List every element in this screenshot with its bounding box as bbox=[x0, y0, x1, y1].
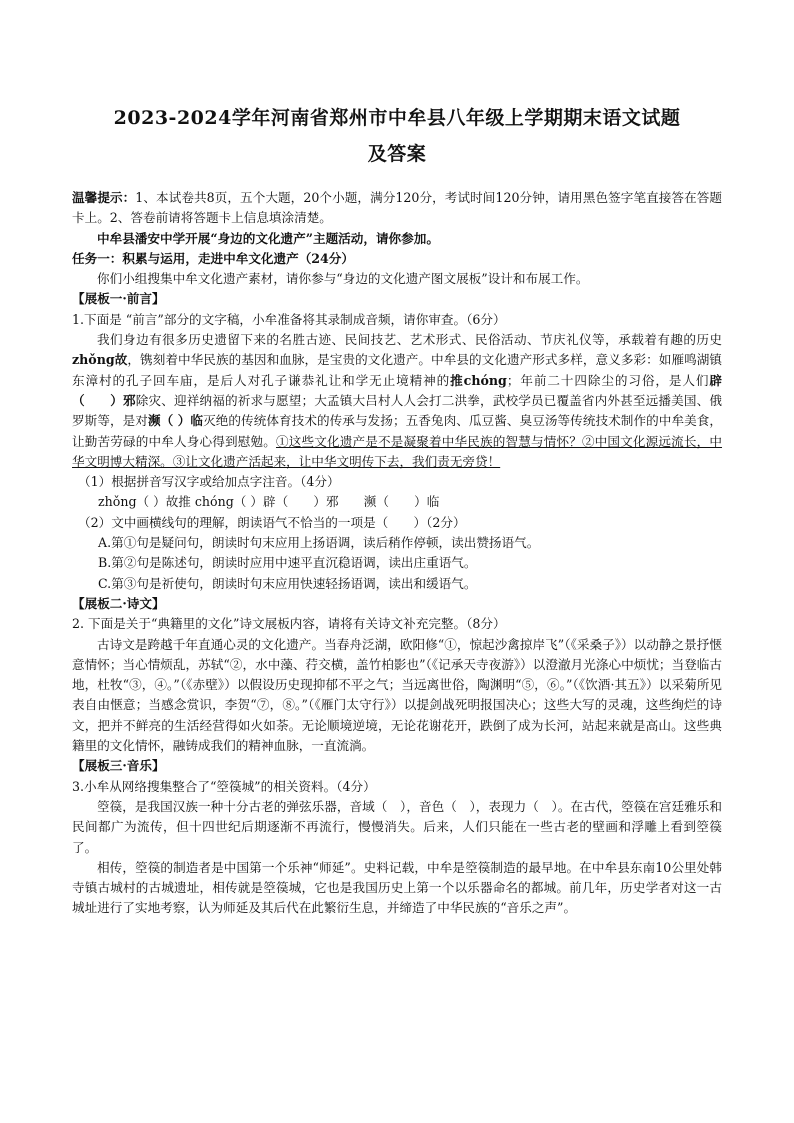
board3-heading: 【展板三·音乐】 bbox=[72, 758, 165, 774]
notice bbox=[72, 188, 722, 229]
board2-heading: 【展板二·诗文】 bbox=[72, 595, 165, 611]
q1-option-b: B.第②句是陈述句，朗读时应用中速平直沉稳语调，读出庄重语气。 bbox=[98, 555, 477, 571]
q1-text-c: ，镌刻着中华民族的基因和血脉，是宝贵的文化遗产。中牟县的文化遗产形式多样，意义多彩：如雁鸣湖镇东漳村的孔子回车庙，是后人对孔子谦恭礼让和学无止境精神的 bbox=[72, 352, 723, 388]
q1-text-h: 除灾、迎祥纳福的祈求与愿望；大孟镇大吕村人人会打二洪拳，武校学员已覆盖省内外甚至远播美国、俄罗斯等，是对 bbox=[72, 392, 723, 429]
q3-stem: 3.小牟从网络搜集整合了“箜篌城”的相关资料。（4分） bbox=[72, 778, 376, 794]
title-line-1: 2023-2024学年河南省郑州市中牟县八年级上学期期末语文试题 bbox=[113, 107, 681, 129]
q1-text-d: 推 bbox=[450, 372, 464, 388]
q1-passage bbox=[72, 330, 722, 472]
title-line-2: 及答案 bbox=[367, 143, 427, 165]
q1-text-g: 邪 bbox=[123, 392, 136, 408]
q1-sub1: （1）根据拼音写汉字或给加点字注音。（4分） bbox=[78, 474, 340, 490]
q2-stem: 2. 下面是关于“典籍里的文化”诗文展板内容，请将有关诗文补充完整。（8分） bbox=[72, 616, 506, 632]
q1-option-c: C.第③句是祈使句，朗读时句末应用快速轻扬语调，读出和缓语气。 bbox=[98, 575, 477, 591]
q1-text-a: 我们身边有很多历史遗留下来的名胜古迹、民间技艺、艺术形式、民俗活动、节庆礼仪等，承载着有趣的历史 bbox=[97, 332, 722, 348]
intro: 中牟县潘安中学开展“身边的文化遗产”主题活动，请你参加。 bbox=[97, 230, 439, 246]
q1-text-b: 故 bbox=[114, 352, 128, 368]
q1-underlined-sentences: ①这些文化遗产是不是凝聚着中华民族的智慧与情怀？②中国文化源远流长，中华文明博大精深。③让文化遗产活起来，让中华文明传下去，我们责无旁贷！ bbox=[72, 433, 723, 469]
q1-sub1-items: zhǒng（ ）故推 chóng（ ）辟（ ）邪 濒（ ）临 bbox=[98, 494, 440, 510]
exam-page bbox=[72, 100, 722, 919]
notice-label: 温馨提示： bbox=[72, 190, 136, 205]
board1-heading: 【展板一·前言】 bbox=[72, 291, 165, 307]
q1-stem: 1.下面是 “前言”部分的文字稿，小牟准备将其录制成音频，请你审查。（6分） bbox=[72, 311, 506, 327]
notice-text: 1、本试卷共8页，五个大题，20个小题，满分120分，考试时间120分钟，请用黑色签字笔直接答在答题卡上。2、答卷前请将答题卡上信息填涂清楚。 bbox=[72, 190, 722, 226]
task1-desc: 你们小组搜集中牟文化遗产素材，请你参与“身边的文化遗产图文展板”设计和布展工作。 bbox=[97, 271, 589, 287]
q3-passage-2: 相传，箜篌的制造者是中国第一个乐神“师延”。史料记载，中牟是箜篌制造的最早地。在中牟县东南10公里处韩寺镇古城村的古城遗址，相传就是箜篌城，它也是我国历史上第一个以乐器命名的都城。前几年，历史学者对这一古城址进行了实地考察，认为师延及其后代在此繁衍生息，并缔造了中华民族的“音乐之声”。 bbox=[72, 859, 722, 916]
q1-text-j: 灭绝的传统体育技术的传承与发扬；五香兔肉、瓜豆酱、臭豆汤等传统技术制作的中牟美食，让勤苦劳碌的中牟人身心得到慰勉。 bbox=[72, 413, 723, 449]
q1-pinyin-1: zhǒng bbox=[72, 352, 115, 368]
q1-pinyin-2: chóng bbox=[463, 372, 507, 388]
q1-option-a: A.第①句是疑问句，朗读时句末应用上扬语调，读后稍作停顿，读出赞扬语气。 bbox=[98, 535, 540, 551]
task1-heading: 任务一：积累与运用，走进中牟文化遗产（24分） bbox=[72, 250, 354, 266]
q1-text-e: ；年前二十四除尘的习俗，是人们 bbox=[506, 372, 710, 388]
q1-sub2: （2）文中画横线句的理解，朗读语气不恰当的一项是（ ）（2分） bbox=[78, 514, 466, 530]
q2-passage: 古诗文是跨越千年直通心灵的文化遗产。当春舟泛湖，欧阳修“①，惊起沙禽掠岸飞”（《采桑子》）以动静之景抒惬意情怀；当心情烦乱，苏轼“②，水中藻、荇交横，盖竹柏影也”（《记承天寺夜游》）以澄澈月光涤心中烦忧；当登临古地，杜牧“③，④。”（《赤壁》）以假设历史现抑郁不平之气；当远离世俗，陶渊明“⑤，⑥。”（《饮酒·其五》）以采菊所见表自由惬意；当感念赏识，李贺“⑦，⑧。”（《雁门太守行》）以提剑战死明报国决心；这些大写的灵魂，这些绚烂的诗文，把并不鲜亮的生活经营得如火如荼。无论顺境逆境，无论花谢花开，跌倒了成为长河，站起来就是高山。这些典籍里的文化情怀，融铸成我们的精神血脉，一直流淌。 bbox=[72, 636, 722, 754]
q1-text-i: 濒（ ）临 bbox=[147, 413, 204, 429]
q1-text-f: 辟（ ） bbox=[72, 372, 723, 408]
q3-passage-1: 箜篌，是我国汉族一种十分古老的弹弦乐器，音域（ ），音色（ ），表现力（ ）。在古代，箜篌在宫廷雅乐和民间都广为流传，但十四世纪后期逐渐不再流行，慢慢消失。后来，人们只能在一些古老的壁画和浮雕上看到箜篌了。 bbox=[72, 798, 722, 855]
page-title bbox=[72, 100, 722, 172]
